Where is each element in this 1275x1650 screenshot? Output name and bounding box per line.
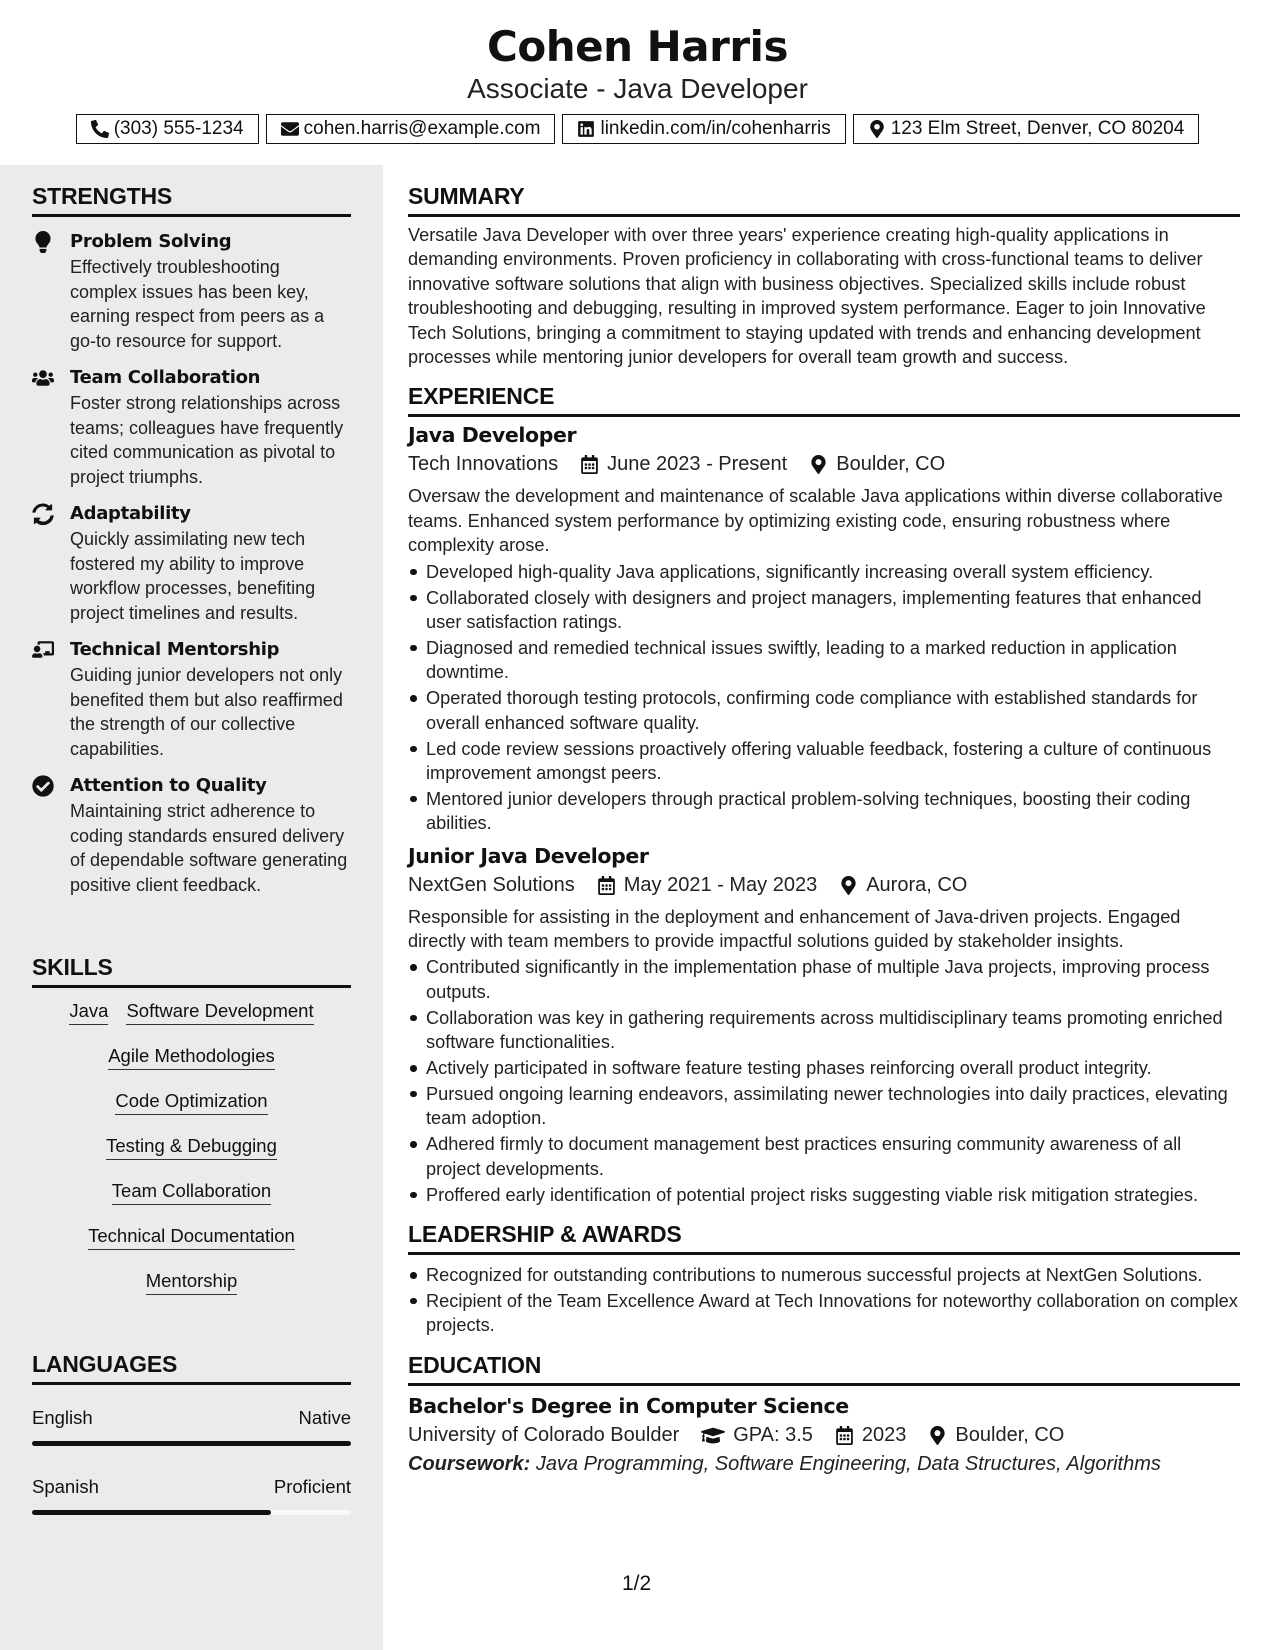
candidate-title: Associate - Java Developer bbox=[467, 73, 808, 104]
contact-linkedin[interactable] bbox=[562, 114, 845, 144]
sidebar bbox=[0, 165, 383, 1650]
job-bullets bbox=[408, 955, 1240, 1207]
leadership-section bbox=[408, 1221, 1240, 1338]
sync-icon bbox=[32, 501, 70, 625]
strength-desc: Foster strong relationships across teams; colleagues have frequently cited communication as pivotal to project triumphs. bbox=[70, 393, 344, 487]
strength-item bbox=[32, 365, 351, 489]
job-bullet: Mentored junior developers through practical problem-solving techniques, boosting their coding abilities. bbox=[408, 787, 1240, 836]
job-bullet: Collaboration was key in gathering requirements across multidisciplinary teams promoting enriched software functionalities. bbox=[408, 1006, 1240, 1055]
calendar-icon bbox=[597, 876, 616, 895]
map-marker-icon bbox=[928, 1426, 947, 1445]
job-location: Aurora, CO bbox=[866, 873, 968, 896]
email-text: cohen.harris@example.com bbox=[303, 118, 541, 139]
chalkboard-teacher-icon bbox=[32, 637, 70, 761]
strength-item bbox=[32, 501, 351, 625]
strength-desc: Effectively troubleshooting complex issues has been key, earning respect from peers as a go-to resource for support. bbox=[70, 257, 325, 351]
envelope-icon bbox=[281, 120, 299, 138]
language-proficiency-bar bbox=[32, 1441, 351, 1446]
leadership-list bbox=[408, 1263, 1240, 1338]
candidate-name: Cohen Harris bbox=[487, 22, 788, 71]
strength-item bbox=[32, 229, 351, 353]
school-name: University of Colorado Boulder bbox=[408, 1423, 680, 1446]
phone-text: (303) 555-1234 bbox=[113, 118, 244, 139]
skill-tag: Testing & Debugging bbox=[106, 1135, 277, 1160]
strength-title: Team Collaboration bbox=[70, 367, 261, 388]
education-section bbox=[408, 1352, 1240, 1476]
job-bullet: Operated thorough testing protocols, confirming code compliance with established standards for overall enhanced software quality. bbox=[408, 686, 1240, 735]
leadership-heading: LEADERSHIP & AWARDS bbox=[408, 1221, 1240, 1255]
check-circle-icon bbox=[32, 773, 70, 897]
strength-title: Attention to Quality bbox=[70, 775, 267, 796]
contact-email[interactable] bbox=[266, 114, 556, 144]
linkedin-text: linkedin.com/in/cohenharris bbox=[600, 118, 831, 139]
summary-text: Versatile Java Developer with over three years' experience creating high-quality applications in demanding environments. Proven proficiency in collaborating with cross-functional teams to deliver innovative software solutions that align with business objectives. Specialized skills include robust troubleshooting and debugging, resulting in improved system performance. Eager to join Innovative Tech Solutions, bringing a commitment to staying updated with trends and enhancing development processes while mentoring junior developers for overall team growth and success. bbox=[408, 225, 1206, 368]
address-text: 123 Elm Street, Denver, CO 80204 bbox=[890, 118, 1185, 139]
language-name: English bbox=[32, 1407, 93, 1428]
job-entry bbox=[408, 423, 1240, 835]
page-number: 1/2 bbox=[622, 1572, 652, 1595]
skill-tag: Code Optimization bbox=[115, 1090, 267, 1115]
job-company: Tech Innovations bbox=[408, 453, 559, 476]
summary-section bbox=[408, 183, 1240, 369]
skills-heading: SKILLS bbox=[32, 954, 351, 988]
calendar-icon bbox=[580, 455, 599, 474]
job-description: Oversaw the development and maintenance of scalable Java applications within diverse collaborative teams. Enhanced system performance by optimizing existing code, ensuring robustness where complexity arose. bbox=[408, 486, 1223, 556]
calendar-icon bbox=[835, 1426, 854, 1445]
skills-list bbox=[32, 1000, 351, 1315]
language-name: Spanish bbox=[32, 1476, 99, 1497]
graduation-cap-icon bbox=[701, 1426, 725, 1445]
strengths-heading: STRENGTHS bbox=[32, 183, 351, 217]
degree-title: Bachelor's Degree in Computer Science bbox=[408, 1393, 849, 1418]
skill-row bbox=[32, 1270, 351, 1315]
summary-heading: SUMMARY bbox=[408, 183, 1240, 217]
strength-desc: Maintaining strict adherence to coding standards ensured delivery of dependable software generating positive client feedback. bbox=[70, 801, 348, 895]
skill-row bbox=[32, 1180, 351, 1225]
coursework bbox=[408, 1453, 1240, 1476]
language-row bbox=[32, 1407, 351, 1429]
coursework-label: Coursework: bbox=[408, 1452, 531, 1475]
job-bullet: Actively participated in software feature testing phases reinforcing overall product integrity. bbox=[408, 1056, 1240, 1080]
skill-row bbox=[32, 1000, 351, 1045]
strength-body bbox=[70, 637, 351, 761]
leadership-item: Recognized for outstanding contributions to numerous successful projects at NextGen Solutions. bbox=[408, 1263, 1240, 1287]
main-content bbox=[408, 165, 1240, 1476]
job-bullet: Diagnosed and remedied technical issues swiftly, leading to a marked reduction in application downtime. bbox=[408, 636, 1240, 685]
job-dates: June 2023 - Present bbox=[607, 453, 788, 476]
skill-tag: Team Collaboration bbox=[112, 1180, 271, 1205]
job-location: Boulder, CO bbox=[836, 453, 946, 476]
education-heading: EDUCATION bbox=[408, 1352, 1240, 1386]
language-level: Proficient bbox=[273, 1476, 351, 1497]
strength-body bbox=[70, 501, 351, 625]
job-title: Java Developer bbox=[408, 423, 577, 448]
education-location: Boulder, CO bbox=[955, 1423, 1065, 1446]
skill-row bbox=[32, 1135, 351, 1180]
strength-body bbox=[70, 229, 351, 353]
strength-body bbox=[70, 365, 351, 489]
education-meta bbox=[408, 1424, 1240, 1447]
languages-heading: LANGUAGES bbox=[32, 1351, 351, 1385]
strengths-section bbox=[32, 183, 351, 897]
job-bullet: Pursued ongoing learning endeavors, assimilating newer technologies into daily practices, elevating team adoption. bbox=[408, 1082, 1240, 1131]
language-row bbox=[32, 1476, 351, 1498]
job-meta bbox=[408, 453, 1240, 476]
job-bullet: Developed high-quality Java applications, significantly increasing overall system efficiency. bbox=[408, 560, 1240, 584]
job-dates: May 2021 - May 2023 bbox=[623, 873, 818, 896]
language-proficiency-fill bbox=[32, 1510, 271, 1515]
strength-body bbox=[70, 773, 351, 897]
map-marker-icon bbox=[868, 120, 886, 138]
contact-bar bbox=[0, 114, 1275, 144]
phone-icon bbox=[91, 120, 109, 138]
map-marker-icon bbox=[809, 455, 828, 474]
job-bullet: Led code review sessions proactively offering valuable feedback, fostering a culture of continuous improvement amongst peers. bbox=[408, 737, 1240, 786]
language-proficiency-fill bbox=[32, 1441, 351, 1446]
coursework-text: Java Programming, Software Engineering, Data Structures, Algorithms bbox=[535, 1452, 1161, 1475]
skill-row bbox=[32, 1225, 351, 1270]
job-bullets bbox=[408, 560, 1240, 836]
job-bullet: Proffered early identification of potential project risks suggesting viable risk mitigation strategies. bbox=[408, 1183, 1240, 1207]
job-description: Responsible for assisting in the deployment and enhancement of Java-driven projects. Engaged directly with team members to provide impactful solutions guided by stakeholder insights. bbox=[408, 906, 1181, 952]
skill-tag: Technical Documentation bbox=[88, 1225, 295, 1250]
strength-item bbox=[32, 773, 351, 897]
contact-phone[interactable] bbox=[76, 114, 259, 144]
lightbulb-icon bbox=[32, 229, 70, 353]
graduation-year: 2023 bbox=[861, 1423, 907, 1446]
job-title: Junior Java Developer bbox=[408, 843, 649, 868]
experience-section bbox=[408, 383, 1240, 1207]
skill-tag: Software Development bbox=[126, 1000, 313, 1025]
skills-section bbox=[32, 954, 351, 1315]
skill-tag: Mentorship bbox=[146, 1270, 238, 1295]
contact-address[interactable] bbox=[853, 114, 1200, 144]
job-company: NextGen Solutions bbox=[408, 873, 575, 896]
skill-row bbox=[32, 1090, 351, 1135]
skill-row bbox=[32, 1045, 351, 1090]
linkedin-icon bbox=[577, 120, 595, 138]
job-entry bbox=[408, 844, 1240, 1207]
language-level: Native bbox=[298, 1407, 351, 1428]
jobs-list bbox=[408, 423, 1240, 1207]
strength-title: Problem Solving bbox=[70, 231, 232, 252]
strength-title: Adaptability bbox=[70, 503, 191, 524]
language-item bbox=[32, 1476, 351, 1515]
language-item bbox=[32, 1407, 351, 1446]
strength-desc: Quickly assimilating new tech fostered my ability to improve workflow processes, benefiting project timelines and results. bbox=[70, 529, 316, 623]
job-bullet: Collaborated closely with designers and project managers, implementing features that enhanced user satisfaction ratings. bbox=[408, 586, 1240, 635]
experience-heading: EXPERIENCE bbox=[408, 383, 1240, 417]
language-proficiency-bar bbox=[32, 1510, 351, 1515]
languages-list bbox=[32, 1407, 351, 1515]
leadership-item: Recipient of the Team Excellence Award at Tech Innovations for noteworthy collaboration on complex projects. bbox=[408, 1289, 1240, 1338]
map-marker-icon bbox=[839, 876, 858, 895]
strength-desc: Guiding junior developers not only benefited them but also reaffirmed the strength of our collective capabilities. bbox=[70, 665, 343, 759]
strength-title: Technical Mentorship bbox=[70, 639, 280, 660]
strength-item bbox=[32, 637, 351, 761]
resume-header bbox=[0, 0, 1275, 165]
skill-tag: Java bbox=[69, 1000, 108, 1025]
strengths-list bbox=[32, 229, 351, 897]
job-meta bbox=[408, 874, 1240, 897]
gpa-text: GPA: 3.5 bbox=[733, 1423, 813, 1446]
languages-section bbox=[32, 1351, 351, 1515]
skill-tag: Agile Methodologies bbox=[108, 1045, 275, 1070]
job-bullet: Adhered firmly to document management best practices ensuring community awareness of all project developments. bbox=[408, 1132, 1240, 1181]
users-icon bbox=[32, 365, 70, 489]
job-bullet: Contributed significantly in the implementation phase of multiple Java projects, improving process outputs. bbox=[408, 955, 1240, 1004]
